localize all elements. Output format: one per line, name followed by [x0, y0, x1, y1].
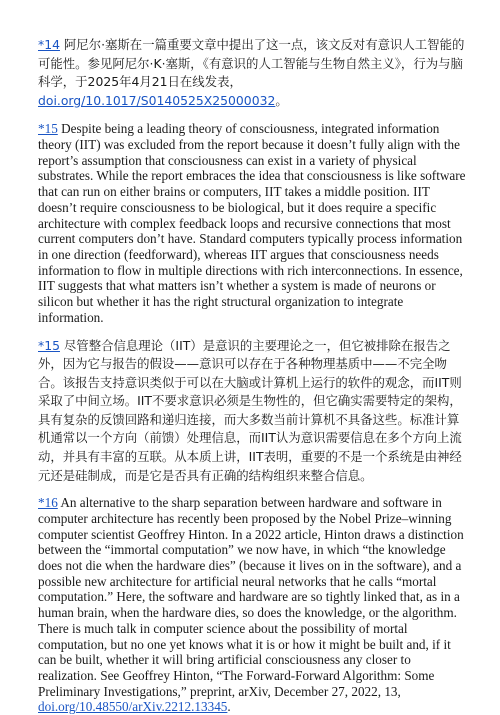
footnote-text: An alternative to the sharp separation between hardware and software in computer architecture has recently been proposed by the Nobel Prize–winning computer scientist Geoffrey Hinton. In a 2022 article, Hinton draws a distinction between the “immortal computation” we now have, in which “the knowledge does not die when the hardware dies” (because it lives on in the software), and a possible new architecture for artificial neural networks that he calls “mortal computation.” Here, the software and hardware are so tightly linked that, as in a human brain, when the hardware dies, so does the knowledge, or the algorithm. There is much talk in computer science about the possibility of mortal computation, but no one yet knows what it is or how it might be built and, if it can be built, whether it will bring artificial consciousness any closer to realization. See Geoffrey Hinton, “The Forward-Forward Algorithm: Some Preliminary Investigations,” preprint, arXiv, December 27, 2022, 13,: [38, 495, 464, 699]
footnote-15-en: [38, 121, 466, 325]
footnote-tail: 。: [275, 92, 288, 108]
doi-link[interactable]: doi.org/10.48550/arXiv.2212.13345: [38, 699, 228, 715]
footnote-ref-15-zh[interactable]: *15: [38, 337, 60, 353]
footnote-ref-15[interactable]: *15: [38, 121, 58, 137]
footnote-15-zh: [38, 337, 466, 486]
footnote-14-zh: [38, 36, 466, 110]
doi-link[interactable]: doi.org/10.1017/S0140525X25000032: [38, 92, 276, 108]
footnote-16-en: [38, 495, 466, 715]
footnote-text: 尽管整合信息理论（IIT）是意识的主要理论之一，但它被排除在报告之外，因为它与报告的假设——意识可以存在于各种物理基质中——不完全吻合。该报告支持意识类似于可以在大脑或计算机上运行的软件的观念，而IIT则采取了中间立场。IIT不要求意识必须是生物性的，但它确实需要特定的架构，具有复杂的反馈回路和递归连接，而大多数当前计算机不具备这些。标准计算机通常以一个方向（前馈）处理信息，而IIT认为意识需要信息在多个方向上流动，并具有丰富的互联。从本质上讲，IIT表明，重要的不是一个系统是由神经元还是硅制成，而是它是否具有正确的结构组织来整合信息。: [38, 337, 462, 483]
footnote-text: Despite being a leading theory of consciousness, integrated information theory (IIT) was excluded from the report because it doesn’t fully align with the report’s assumption that consciousness can exist in a variety of physical substrates. While the report embraces the idea that consciousness is like software that can run on either brains or computers, IIT takes a middle position. IIT doesn’t require consciousness to be biological, but it does require a specific architecture with complex feedback loops and recursive connections that most current computers don’t have. Standard computers typically process information in one direction (feedforward), whereas IIT argues that consciousness needs information to flow in multiple directions with rich interconnections. In essence, IIT suggests that what matters isn’t whether a system is made of neurons or silicon but whether it has the right structural organization to integrate information.: [38, 121, 466, 325]
footnote-ref-16[interactable]: *16: [38, 495, 58, 511]
footnote-text: 阿尼尔·塞斯在一篇重要文章中提出了这一点，该文反对有意识人工智能的可能性。参见阿尼尔·K·塞斯，《有意识的人工智能与生物自然主义》，行为与脑科学，于2025年4月21日在线发表，: [38, 37, 465, 90]
footnote-ref-14[interactable]: *14: [38, 37, 60, 52]
footnotes-page: [38, 36, 466, 715]
footnote-tail: .: [227, 699, 231, 715]
